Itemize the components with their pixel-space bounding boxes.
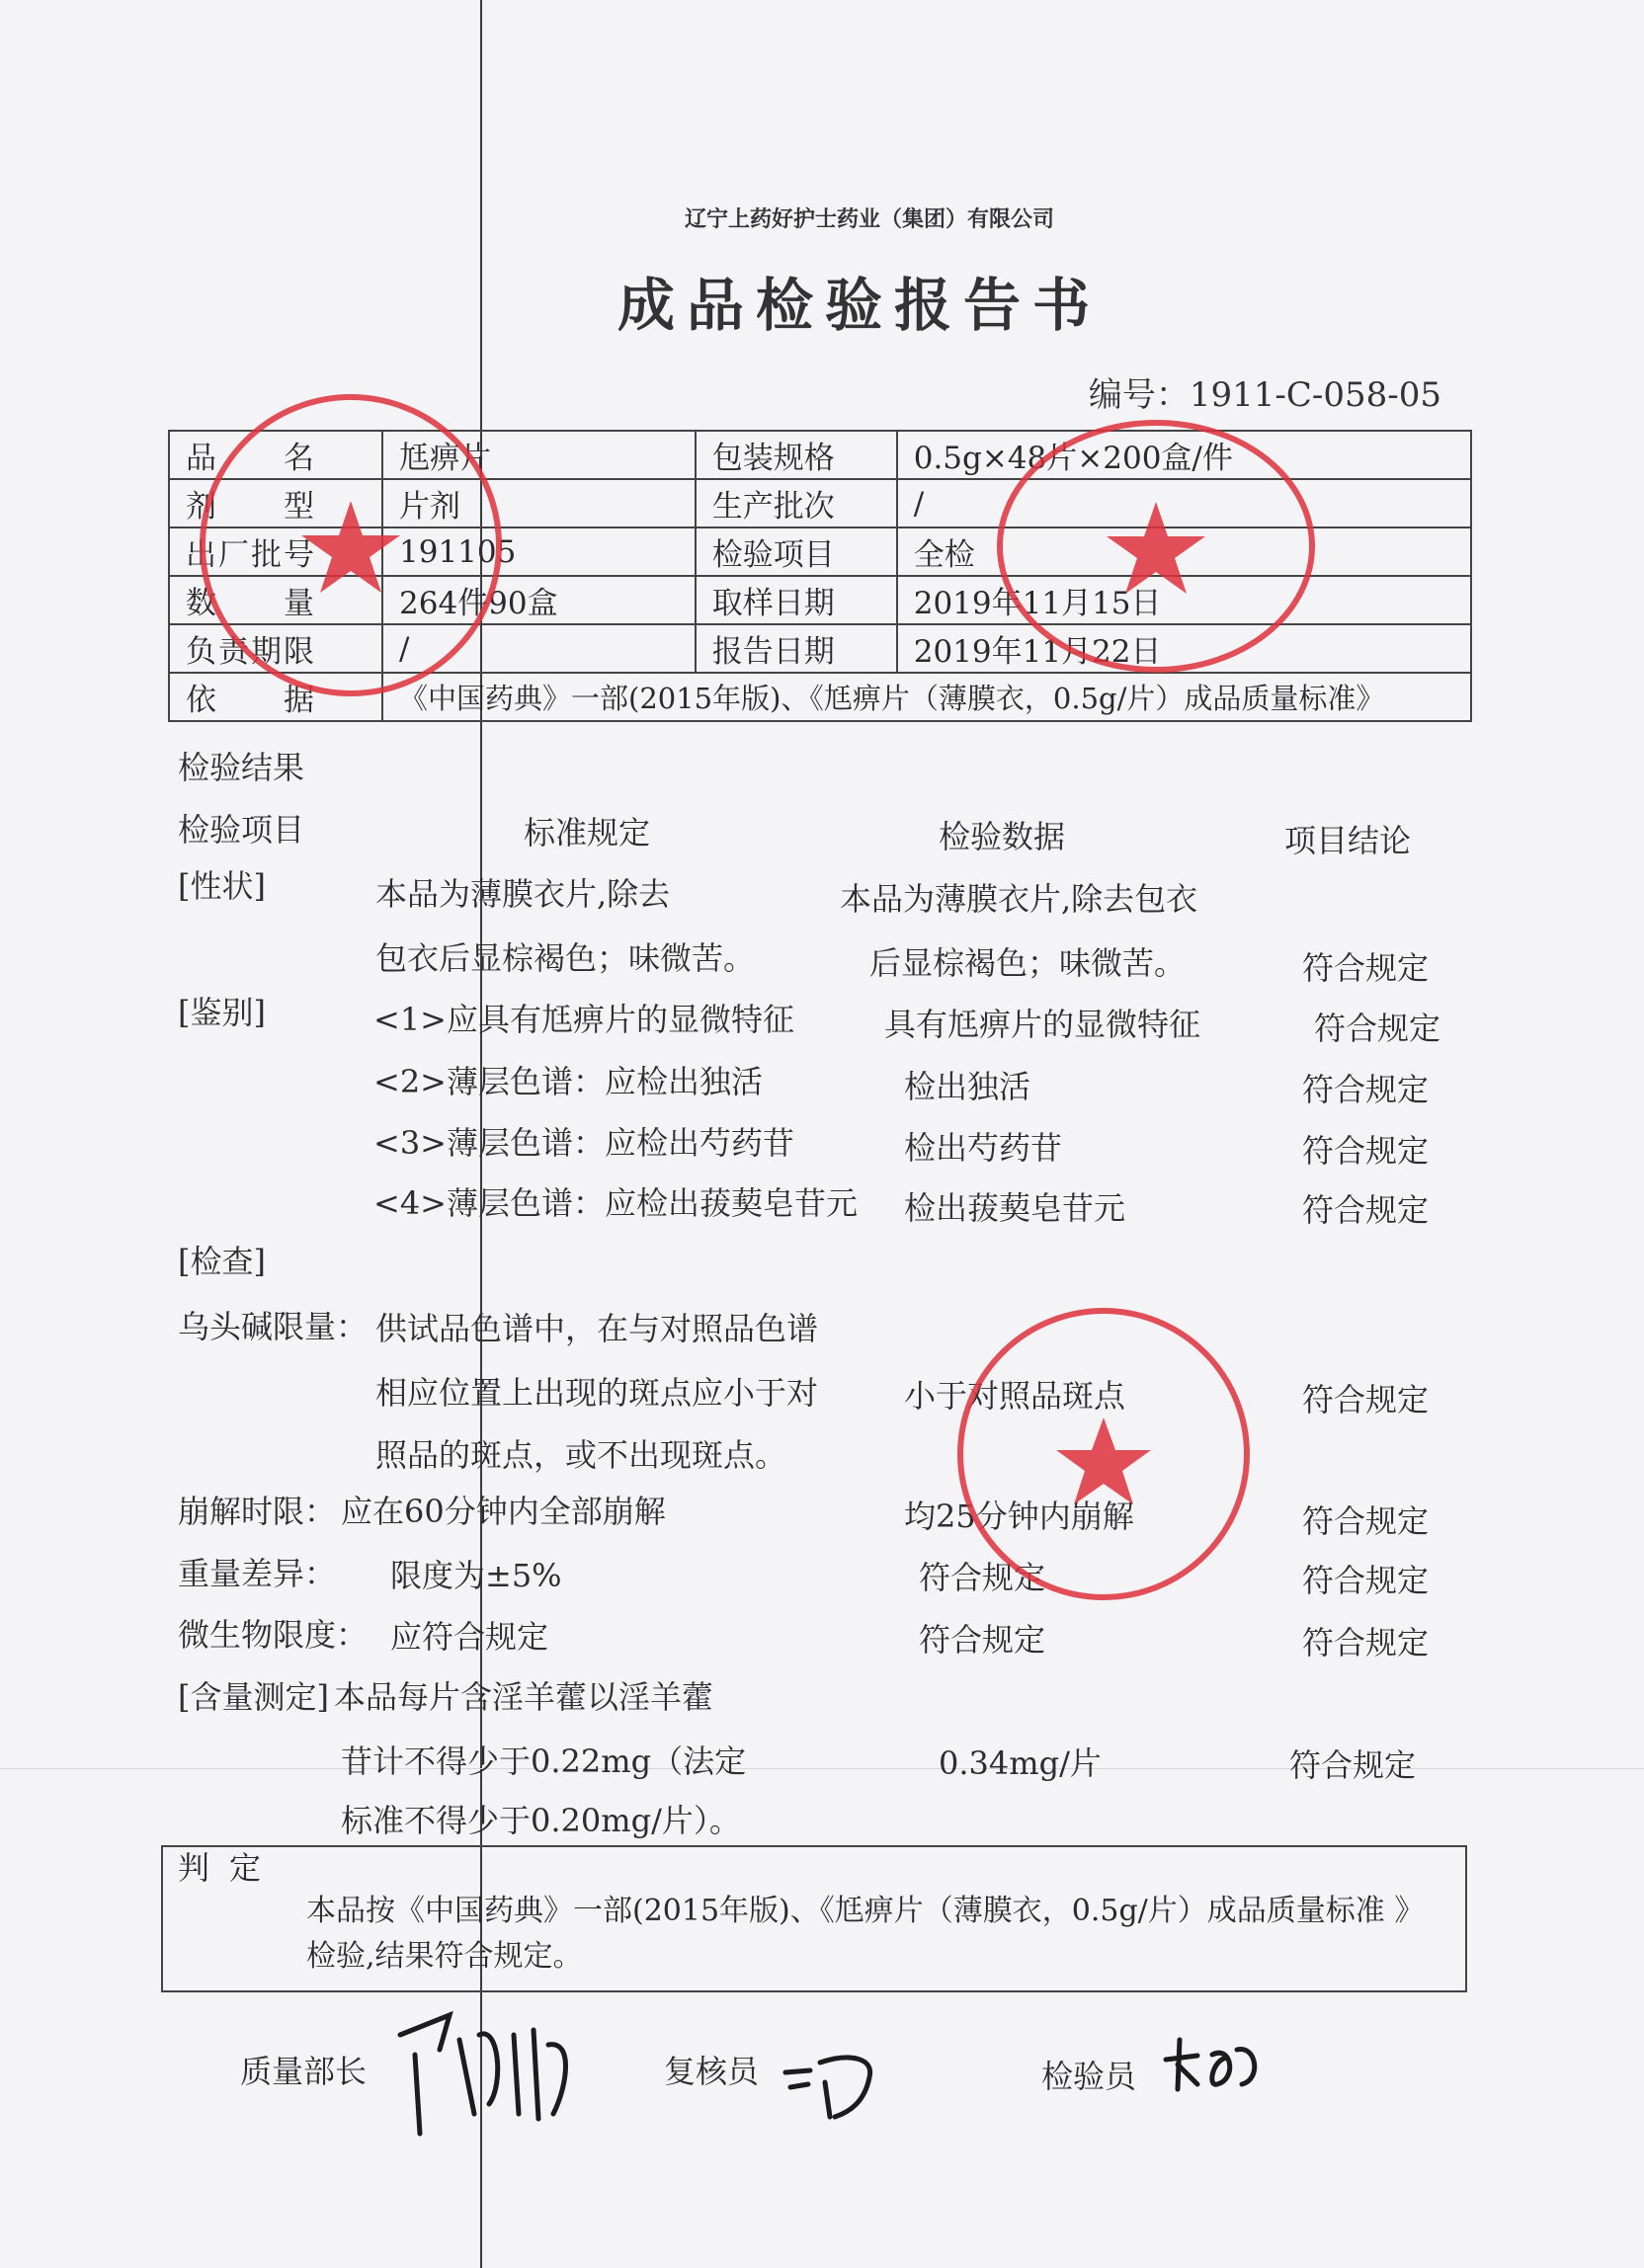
- ident-3-result: 符合规定: [1302, 1132, 1430, 1170]
- ident-3-data: 检出芍药苷: [904, 1129, 1063, 1167]
- aconitine-data: 小于对照品斑点: [904, 1377, 1126, 1415]
- expiry-value: /: [382, 624, 696, 673]
- basis-label: 依 据: [169, 673, 382, 721]
- basis-value: 《中国药典》一部(2015年版)、《尪痹片（薄膜衣，0.5g/片）成品质量标准》: [382, 673, 1471, 721]
- serial-value: 1911-C-058-05: [1189, 375, 1441, 415]
- company-seal-stamp: [193, 387, 509, 703]
- microbial-standard: 应符合规定: [390, 1618, 549, 1656]
- judgement-line-2: 检验,结果符合规定。: [306, 1939, 583, 1974]
- assay-standard-3: 标准不得少于0.20mg/片）。: [341, 1802, 741, 1839]
- aconitine-standard-2: 相应位置上出现的斑点应小于对: [375, 1374, 819, 1412]
- spec-label: 包装规格: [696, 431, 897, 479]
- spec-value: 0.5g×48片×200盒/件: [897, 431, 1471, 479]
- serial-label: 编号：: [1088, 375, 1190, 415]
- quantity-label: 数 量: [169, 576, 382, 624]
- microbial-label: 微生物限度：: [178, 1616, 369, 1654]
- reviewer-label: 复核员: [664, 2053, 760, 2090]
- appearance-data-1: 本品为薄膜衣片,除去包衣: [840, 880, 1198, 918]
- sample-date-value: 2019年11月15日: [897, 576, 1471, 624]
- disintegration-result: 符合规定: [1302, 1502, 1430, 1540]
- results-title: 检验结果: [178, 749, 305, 786]
- reviewer-signature: [781, 2033, 889, 2122]
- assay-standard-2: 苷计不得少于0.22mg（法定: [341, 1742, 747, 1780]
- lot-value: 191105: [382, 527, 696, 576]
- product-label: 品 名: [169, 431, 382, 479]
- report-title: 成品检验报告书: [616, 272, 1102, 339]
- item-value: 全检: [897, 527, 1471, 576]
- weight-standard: 限度为±5%: [390, 1557, 562, 1594]
- product-value: 尪痹片: [382, 431, 696, 479]
- ident-2-data: 检出独活: [904, 1068, 1031, 1105]
- report-date-label: 报告日期: [696, 624, 897, 673]
- col-standard-header: 标准规定: [524, 814, 651, 851]
- assay-standard-1: 本品每片含淫羊藿以淫羊藿: [334, 1678, 714, 1716]
- ident-4-result: 符合规定: [1302, 1191, 1430, 1229]
- ident-4-standard: <4>薄层色谱：应检出菝葜皂苷元: [373, 1184, 858, 1222]
- assay-label: [含量测定]: [178, 1678, 329, 1716]
- assay-data: 0.34mg/片: [939, 1744, 1102, 1782]
- inspector-label: 检验员: [1041, 2058, 1137, 2095]
- aconitine-label: 乌头碱限量：: [178, 1308, 369, 1345]
- disintegration-data: 均25分钟内崩解: [904, 1498, 1134, 1535]
- qa-head-signature: [380, 1995, 588, 2144]
- weight-data: 符合规定: [919, 1559, 1046, 1596]
- report-date-value: 2019年11月22日: [897, 624, 1471, 673]
- ident-1-standard: <1>应具有尪痹片的显微特征: [373, 1001, 794, 1038]
- appearance-result: 符合规定: [1302, 949, 1430, 987]
- serial-number: [1089, 367, 1441, 416]
- expiry-label: 负责期限: [169, 624, 382, 673]
- disintegration-standard: 应在60分钟内全部崩解: [341, 1493, 666, 1530]
- batch-label: 生产批次: [696, 479, 897, 527]
- quality-seal-stamp: [948, 1304, 1260, 1605]
- identification-label: [鉴别]: [178, 994, 266, 1031]
- aconitine-standard-3: 照品的斑点，或不出现斑点。: [375, 1436, 787, 1474]
- ident-2-result: 符合规定: [1302, 1071, 1430, 1108]
- appearance-standard-1: 本品为薄膜衣片,除去: [375, 875, 671, 913]
- appearance-standard-2: 包衣后显棕褐色；味微苦。: [375, 939, 756, 977]
- aconitine-result: 符合规定: [1302, 1381, 1430, 1418]
- ident-1-result: 符合规定: [1314, 1010, 1441, 1047]
- inspector-signature: [1158, 2030, 1267, 2099]
- quantity-value: 264件90盒: [382, 576, 696, 624]
- ident-3-standard: <3>薄层色谱：应检出芍药苷: [373, 1124, 794, 1162]
- ident-1-data: 具有尪痹片的显微特征: [884, 1006, 1201, 1043]
- form-value: 片剂: [382, 479, 696, 527]
- judgement-line-1: 本品按《中国药典》一部(2015年版)、《尪痹片（薄膜衣，0.5g/片）成品质量标准 》: [306, 1894, 1425, 1928]
- judgement-label: 判定: [178, 1849, 282, 1887]
- lot-label: 出厂批号: [169, 527, 382, 576]
- col-item-header: 检验项目: [178, 811, 305, 849]
- appearance-data-2: 后显棕褐色；味微苦。: [869, 944, 1187, 982]
- ident-2-standard: <2>薄层色谱：应检出独活: [373, 1063, 763, 1100]
- weight-label: 重量差异：: [178, 1555, 337, 1592]
- item-label: 检验项目: [696, 527, 897, 576]
- batch-value: /: [897, 479, 1471, 527]
- assay-result: 符合规定: [1289, 1746, 1417, 1784]
- qa-head-label: 质量部长: [240, 2053, 368, 2090]
- col-data-header: 检验数据: [939, 818, 1066, 855]
- weight-result: 符合规定: [1302, 1562, 1430, 1599]
- microbial-result: 符合规定: [1302, 1624, 1430, 1661]
- company-name: 辽宁上药好护士药业（集团）有限公司: [684, 207, 1054, 232]
- aconitine-standard-1: 供试品色谱中，在与对照品色谱: [375, 1310, 819, 1347]
- sample-date-label: 取样日期: [696, 576, 897, 624]
- disintegration-label: 崩解时限：: [178, 1493, 337, 1530]
- appearance-label: [性状]: [178, 867, 266, 905]
- form-label: 剂 型: [169, 479, 382, 527]
- microbial-data: 符合规定: [919, 1621, 1046, 1659]
- col-conclusion-header: 项目结论: [1284, 822, 1412, 859]
- distributor-seal-stamp: [993, 413, 1319, 675]
- check-label: [检查]: [178, 1243, 266, 1280]
- judgement-text: [306, 1889, 1424, 1980]
- ident-4-data: 检出菝葜皂苷元: [904, 1189, 1126, 1227]
